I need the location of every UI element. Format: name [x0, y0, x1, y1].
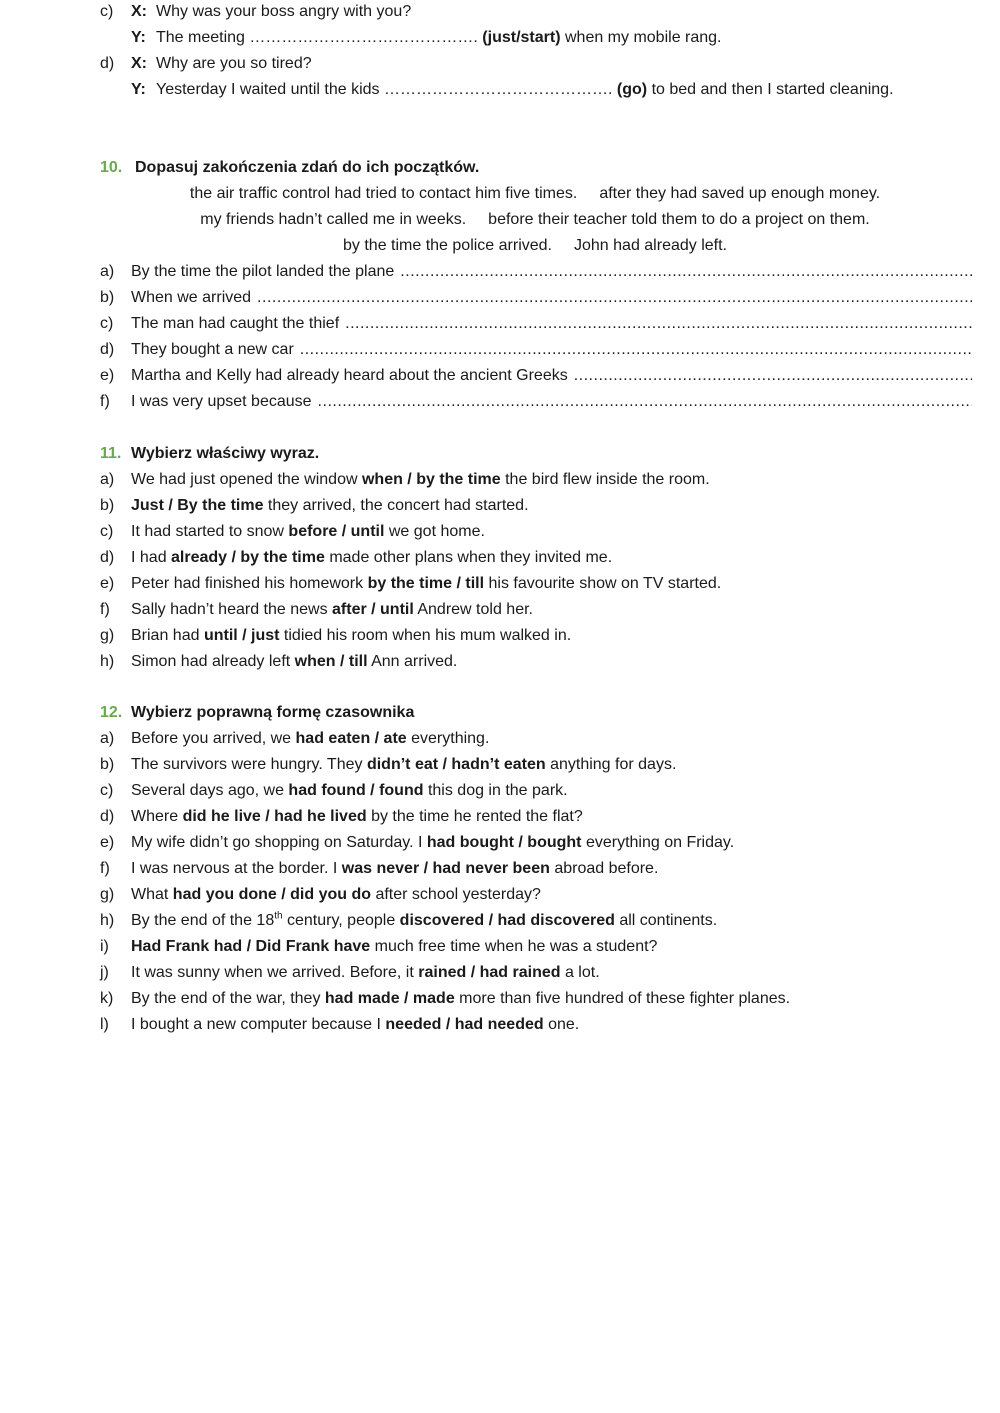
sentence-start: By the end of the 18	[131, 912, 275, 929]
dialogue-text: Why was your boss angry with you?	[156, 3, 412, 20]
item-text: When we arrived	[131, 289, 252, 306]
choice-options[interactable]: Just / By the time	[131, 497, 264, 514]
list-item	[0, 858, 1000, 884]
options-row-2	[0, 209, 1000, 235]
sentence-start: My wife didn’t go shopping on Saturday. I	[131, 834, 427, 851]
item-label: c)	[100, 3, 114, 20]
item-sentence	[131, 469, 972, 491]
list-item	[0, 988, 1000, 1014]
item-label: e)	[100, 834, 115, 851]
sentence-start: What	[131, 886, 173, 903]
item-sentence	[131, 936, 972, 958]
list-item	[0, 806, 1000, 832]
choice-options[interactable]: didn’t eat / hadn’t eaten	[366, 756, 546, 773]
superscript: th	[274, 910, 283, 922]
list-item	[0, 625, 1000, 651]
choice-options[interactable]: rained / had rained	[418, 964, 561, 981]
choice-options[interactable]: when / by the time	[361, 471, 501, 488]
item-label: j)	[100, 964, 109, 981]
sentence-start: Before you arrived, we	[131, 730, 296, 747]
sentence-end: by the time he rented the flat?	[366, 808, 583, 825]
sentence-end: they arrived, the concert had started.	[263, 497, 529, 514]
option-ending: my friends hadn’t called me in weeks.	[200, 211, 467, 228]
dialogue-c-y	[0, 27, 1000, 53]
choice-options[interactable]: after / until	[332, 601, 414, 618]
exercise-number: 10.	[100, 159, 123, 176]
sentence-end: Ann arrived.	[367, 653, 458, 670]
choice-options[interactable]: Had Frank had / Did Frank have	[131, 938, 371, 955]
answer-line[interactable]	[257, 287, 972, 309]
item-sentence	[131, 962, 972, 984]
item-label: f)	[100, 393, 110, 410]
list-item	[0, 651, 1000, 677]
item-text: They bought a new car	[131, 341, 294, 358]
sentence-start: I was nervous at the border. I	[131, 860, 342, 877]
item-sentence	[131, 651, 972, 673]
list-item	[0, 391, 1000, 417]
answer-before: Yesterday I waited until the kids	[156, 81, 380, 98]
item-label: f)	[100, 860, 110, 877]
item-sentence	[131, 884, 972, 906]
item-label: h)	[100, 912, 115, 929]
list-item	[0, 754, 1000, 780]
list-item	[0, 780, 1000, 806]
item-sentence	[131, 754, 972, 776]
sentence-end: this dog in the park.	[423, 782, 568, 799]
item-sentence	[131, 599, 972, 621]
choice-options[interactable]: already / by the time	[171, 549, 325, 566]
exercise-10-heading	[0, 157, 1000, 183]
sentence-end: made other plans when they invited me.	[324, 549, 613, 566]
answer-after: when my mobile rang.	[564, 29, 722, 46]
choice-options[interactable]: when / till	[294, 653, 368, 670]
sentence-end: one.	[543, 1016, 580, 1033]
sentence-end: much free time when he was a student?	[370, 938, 658, 955]
item-label: b)	[100, 289, 115, 306]
item-sentence	[131, 625, 972, 647]
sentence-end: the bird flew inside the room.	[500, 471, 710, 488]
list-item	[0, 547, 1000, 573]
option-ending: John had already left.	[574, 237, 727, 254]
exercise-title: Dopasuj zakończenia zdań do ich początków.	[135, 159, 480, 176]
list-item	[0, 832, 1000, 858]
list-item	[0, 521, 1000, 547]
list-item	[0, 495, 1000, 521]
speaker-y: Y:	[131, 81, 146, 98]
answer-line[interactable]	[400, 261, 972, 283]
sentence-start: Several days ago, we	[131, 782, 289, 799]
sentence-start: Where	[131, 808, 183, 825]
item-sentence	[131, 495, 972, 517]
item-sentence	[131, 910, 972, 932]
sentence-middle: century, people	[282, 912, 400, 929]
list-item	[0, 599, 1000, 625]
choice-options[interactable]: had made / made	[324, 990, 455, 1007]
item-sentence	[131, 521, 972, 543]
item-text: By the time the pilot landed the plane	[131, 263, 395, 280]
item-label: d)	[100, 55, 115, 72]
sentence-start: Peter had finished his homework	[131, 575, 368, 592]
choice-options[interactable]: needed / had needed	[385, 1016, 544, 1033]
exercise-number: 12.	[100, 704, 123, 721]
list-item	[0, 313, 1000, 339]
item-label: g)	[100, 627, 115, 644]
answer-line[interactable]	[318, 391, 972, 413]
item-label: e)	[100, 367, 115, 384]
list-item	[0, 884, 1000, 910]
item-sentence	[131, 806, 972, 828]
item-label: k)	[100, 990, 114, 1007]
list-item	[0, 469, 1000, 495]
item-sentence	[131, 547, 972, 569]
answer-blank[interactable]: …………………………………….	[384, 81, 613, 98]
item-label: c)	[100, 523, 114, 540]
item-sentence	[131, 780, 972, 802]
sentence-end: his favourite show on TV started.	[484, 575, 722, 592]
choice-options[interactable]: had you done / did you do	[172, 886, 372, 903]
choice-options[interactable]: until / just	[203, 627, 280, 644]
option-ending: the air traffic control had tried to contact him five times.	[189, 185, 578, 202]
sentence-start: We had just opened the window	[131, 471, 362, 488]
list-item	[0, 936, 1000, 962]
exercise-number: 11.	[100, 445, 122, 462]
dialogue-answer	[156, 27, 722, 49]
item-sentence	[131, 573, 972, 595]
answer-line[interactable]	[300, 339, 972, 361]
sentence-start: By the end of the war, they	[131, 990, 325, 1007]
item-sentence	[131, 1014, 972, 1036]
sentence-start: I had	[131, 549, 172, 566]
item-label: b)	[100, 756, 115, 773]
dialogue-c-x	[0, 1, 1000, 27]
exercise-12-heading	[0, 702, 1000, 728]
item-label: g)	[100, 886, 115, 903]
item-label: d)	[100, 549, 115, 566]
choice-options[interactable]: did he live / had he lived	[182, 808, 367, 825]
speaker-x: X:	[131, 55, 147, 72]
sentence-end: Andrew told her.	[413, 601, 533, 618]
choice-options[interactable]: discovered / had discovered	[399, 912, 615, 929]
speaker-y: Y:	[131, 29, 146, 46]
item-sentence	[131, 728, 972, 750]
list-item	[0, 365, 1000, 391]
dialogue-text: Why are you so tired?	[156, 55, 312, 72]
item-text: Martha and Kelly had already heard about the ancient Greeks	[131, 367, 568, 384]
sentence-end: more than five hundred of these fighter planes.	[454, 990, 791, 1007]
item-text: The man had caught the thief	[131, 315, 340, 332]
sentence-start: It had started to snow	[131, 523, 289, 540]
option-ending: before their teacher told them to do a project on them.	[488, 211, 870, 228]
list-item	[0, 339, 1000, 365]
sentence-start: Brian had	[131, 627, 204, 644]
choice-options[interactable]: had eaten / ate	[295, 730, 407, 747]
sentence-start: I bought a new computer because I	[131, 1016, 386, 1033]
item-sentence	[131, 858, 972, 880]
choice-options[interactable]: had found / found	[288, 782, 424, 799]
item-label: a)	[100, 471, 115, 488]
sentence-end: after school yesterday?	[371, 886, 541, 903]
exercise-11-heading	[0, 443, 1000, 469]
item-label: d)	[100, 808, 115, 825]
sentence-end: everything on Friday.	[581, 834, 735, 851]
exercise-title: Wybierz właściwy wyraz.	[131, 445, 320, 462]
option-ending: by the time the police arrived.	[343, 237, 552, 254]
list-item	[0, 728, 1000, 754]
item-sentence	[131, 832, 972, 854]
answer-blank[interactable]: …………………………………….	[249, 29, 478, 46]
list-item	[0, 910, 1000, 936]
list-item	[0, 287, 1000, 313]
options-row-1	[0, 183, 1000, 209]
item-label: a)	[100, 730, 115, 747]
choice-options[interactable]: was never / had never been	[341, 860, 550, 877]
choice-options[interactable]: had bought / bought	[426, 834, 582, 851]
item-label: c)	[100, 315, 114, 332]
sentence-start: The survivors were hungry. They	[131, 756, 367, 773]
options-row-3	[0, 235, 1000, 261]
sentence-start: Simon had already left	[131, 653, 295, 670]
answer-line[interactable]	[345, 313, 972, 335]
answer-after: to bed and then I started cleaning.	[651, 81, 894, 98]
sentence-start: It was sunny when we arrived. Before, it	[131, 964, 419, 981]
item-text: I was very upset because	[131, 393, 312, 410]
sentence-end: everything.	[406, 730, 490, 747]
choice-options[interactable]: by the time / till	[367, 575, 485, 592]
item-label: c)	[100, 782, 114, 799]
dialogue-answer	[156, 79, 894, 101]
list-item	[0, 962, 1000, 988]
dialogue-d-y	[0, 79, 1000, 105]
sentence-end: a lot.	[560, 964, 600, 981]
item-label: h)	[100, 653, 115, 670]
choice-options[interactable]: before / until	[288, 523, 385, 540]
sentence-start: Sally hadn’t heard the news	[131, 601, 333, 618]
speaker-x: X:	[131, 3, 147, 20]
item-label: d)	[100, 341, 115, 358]
sentence-end: we got home.	[384, 523, 485, 540]
item-label: b)	[100, 497, 115, 514]
item-label: a)	[100, 263, 115, 280]
verb-hint: (just/start)	[482, 29, 561, 46]
sentence-end: tidied his room when his mum walked in.	[279, 627, 572, 644]
sentence-end: anything for days.	[545, 756, 677, 773]
item-label: l)	[100, 1016, 109, 1033]
list-item	[0, 573, 1000, 599]
option-ending: after they had saved up enough money.	[599, 185, 881, 202]
item-label: e)	[100, 575, 115, 592]
verb-hint: (go)	[616, 81, 648, 98]
item-sentence	[131, 988, 972, 1010]
sentence-end: all continents.	[614, 912, 718, 929]
answer-before: The meeting	[156, 29, 245, 46]
item-label: f)	[100, 601, 110, 618]
answer-line[interactable]	[574, 365, 972, 387]
list-item	[0, 261, 1000, 287]
sentence-end: abroad before.	[549, 860, 659, 877]
item-label: i)	[100, 938, 109, 955]
exercise-title: Wybierz poprawną formę czasownika	[131, 704, 415, 721]
dialogue-d-x	[0, 53, 1000, 79]
list-item	[0, 1014, 1000, 1040]
